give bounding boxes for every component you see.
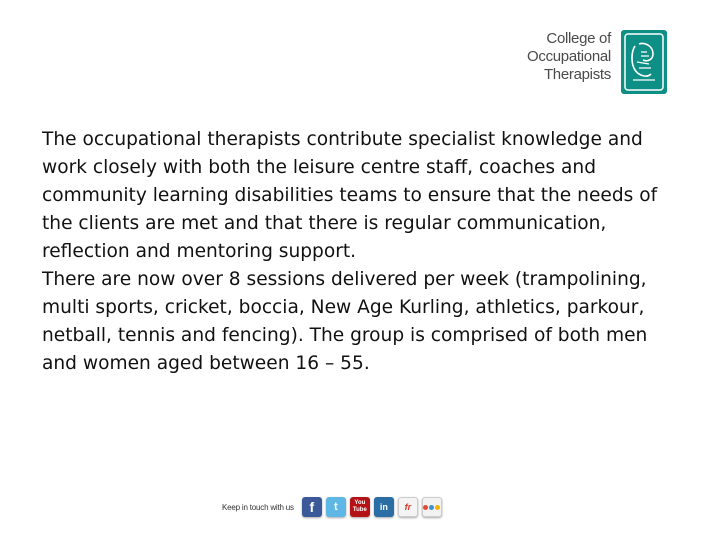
college-logo xyxy=(527,30,667,94)
twitter-glyph: t xyxy=(334,501,338,513)
community-icon[interactable] xyxy=(422,497,442,517)
body-text xyxy=(42,126,682,378)
cot-emblem-icon xyxy=(621,30,667,94)
logo-line-1: College of xyxy=(546,30,611,47)
youtube-icon[interactable] xyxy=(350,497,370,517)
linkedin-icon[interactable] xyxy=(374,497,394,517)
friendfeed-glyph: fr xyxy=(404,502,412,512)
keep-in-touch-label: Keep in touch with us xyxy=(222,502,294,512)
logo-line-3: Therapists xyxy=(543,66,611,83)
friendfeed-icon[interactable] xyxy=(398,497,418,517)
community-dot-yellow xyxy=(435,505,440,510)
facebook-icon[interactable] xyxy=(302,497,322,517)
logo-line-2: Occupational xyxy=(527,48,611,65)
youtube-glyph-top: You xyxy=(354,500,366,506)
youtube-glyph-bottom: Tube xyxy=(352,507,367,513)
paragraph-1: The occupational therapists contribute specialist knowledge and work closely with both the leisure centre staff, coaches and community learning disabilities teams to ensure that the needs of the clients are met and that there is regular communication, reflection and mentoring support. xyxy=(42,129,658,262)
twitter-icon[interactable] xyxy=(326,497,346,517)
facebook-glyph: f xyxy=(309,499,315,515)
paragraph-2: There are now over 8 sessions delivered per week (trampolining, multi sports, cricket, boccia, New Age Kurling, athletics, parkour, netball, tennis and fencing). The group is comprised of both men and women aged between 16 – 55. xyxy=(42,269,648,374)
community-dot-blue xyxy=(429,505,434,510)
linkedin-glyph: in xyxy=(379,502,388,512)
logo-wordmark xyxy=(527,30,611,84)
community-dot-red xyxy=(423,505,428,510)
social-footer xyxy=(222,494,446,520)
